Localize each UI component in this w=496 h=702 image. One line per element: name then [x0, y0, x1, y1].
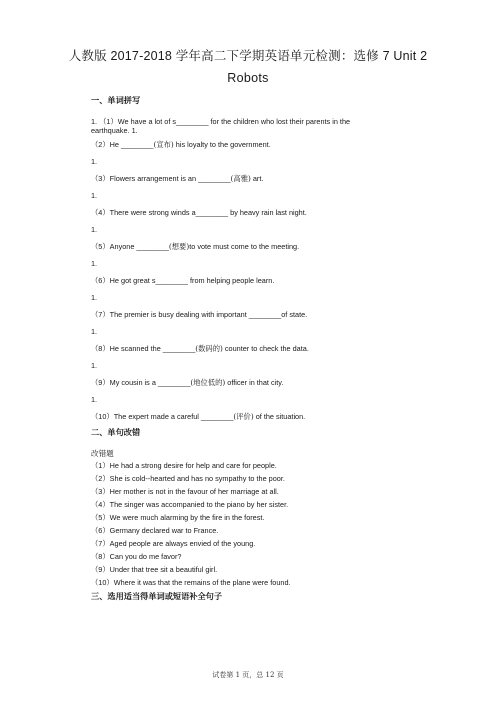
correction-item: （8）Can you do me favor? — [91, 552, 182, 561]
question-item: （9）My cousin is a ________(地位低的) officer in that city. — [91, 378, 284, 387]
question-spacer: 1. — [91, 191, 98, 200]
correction-item: （6）Germany declared war to France. — [91, 526, 219, 535]
question-spacer: 1. — [91, 361, 98, 370]
correction-item: （7）Aged people are always envied of the young. — [91, 539, 256, 548]
correction-item: （3）Her mother is not in the favour of her marriage at all. — [91, 487, 279, 496]
document-content — [91, 96, 471, 601]
correction-item: （2）She is cold--hearted and has no sympathy to the poor. — [91, 474, 285, 483]
section-heading-spelling: 一、单词拼写 — [91, 96, 141, 105]
correction-item: （4）The singer was accompanied to the piano by her sister. — [91, 500, 289, 509]
question-item: （3）Flowers arrangement is an ________(高雅) art. — [91, 174, 264, 183]
question-spacer: 1. — [91, 225, 98, 234]
question-item: （10）The expert made a careful ________(评价) of the situation. — [91, 412, 306, 421]
question-1-line: 1. （1）We have a lot of s________ for the children who lost their parents in the — [91, 117, 351, 126]
question-item: （6）He got great s________ from helping people learn. — [91, 276, 275, 285]
question-spacer: 1. — [91, 293, 98, 302]
question-item: （8）He scanned the ________(数码的) counter to check the data. — [91, 344, 309, 353]
correction-item: （9）Under that tree sit a beautiful girl. — [91, 565, 218, 574]
question-item: （5）Anyone ________(想要)to vote must come to the meeting. — [91, 242, 300, 251]
correction-item: （10）Where it was that the remains of the plane were found. — [91, 578, 291, 587]
question-spacer: 1. — [91, 395, 98, 404]
question-spacer: 1. — [91, 259, 98, 268]
document-title: 人教版 2017-2018 学年高二下学期英语单元检测：选修 7 Unit 2 — [68, 49, 428, 63]
section-heading-completion: 三、选用适当得单词或短语补全句子 — [91, 592, 223, 601]
correction-item: （5）We were much alarming by the fire in the forest. — [91, 513, 265, 522]
question-spacer: 1. — [91, 327, 98, 336]
question-item: （4）There were strong winds a________ by heavy rain last night. — [91, 208, 307, 217]
question-item: （2）He ________(宣布) his loyalty to the government. — [91, 140, 271, 149]
question-1-tail: earthquake. 1. — [91, 126, 138, 135]
question-spacer: 1. — [91, 157, 98, 166]
question-item: （7）The premier is busy dealing with important ________of state. — [91, 310, 308, 319]
document-subtitle: Robots — [227, 71, 269, 85]
section-subheading: 改错题 — [91, 449, 114, 458]
correction-item: （1）He had a strong desire for help and care for people. — [91, 461, 277, 470]
section-heading-correction: 二、单句改错 — [91, 428, 141, 437]
page-footer: 试卷第 1 页，总 12 页 — [212, 671, 284, 679]
